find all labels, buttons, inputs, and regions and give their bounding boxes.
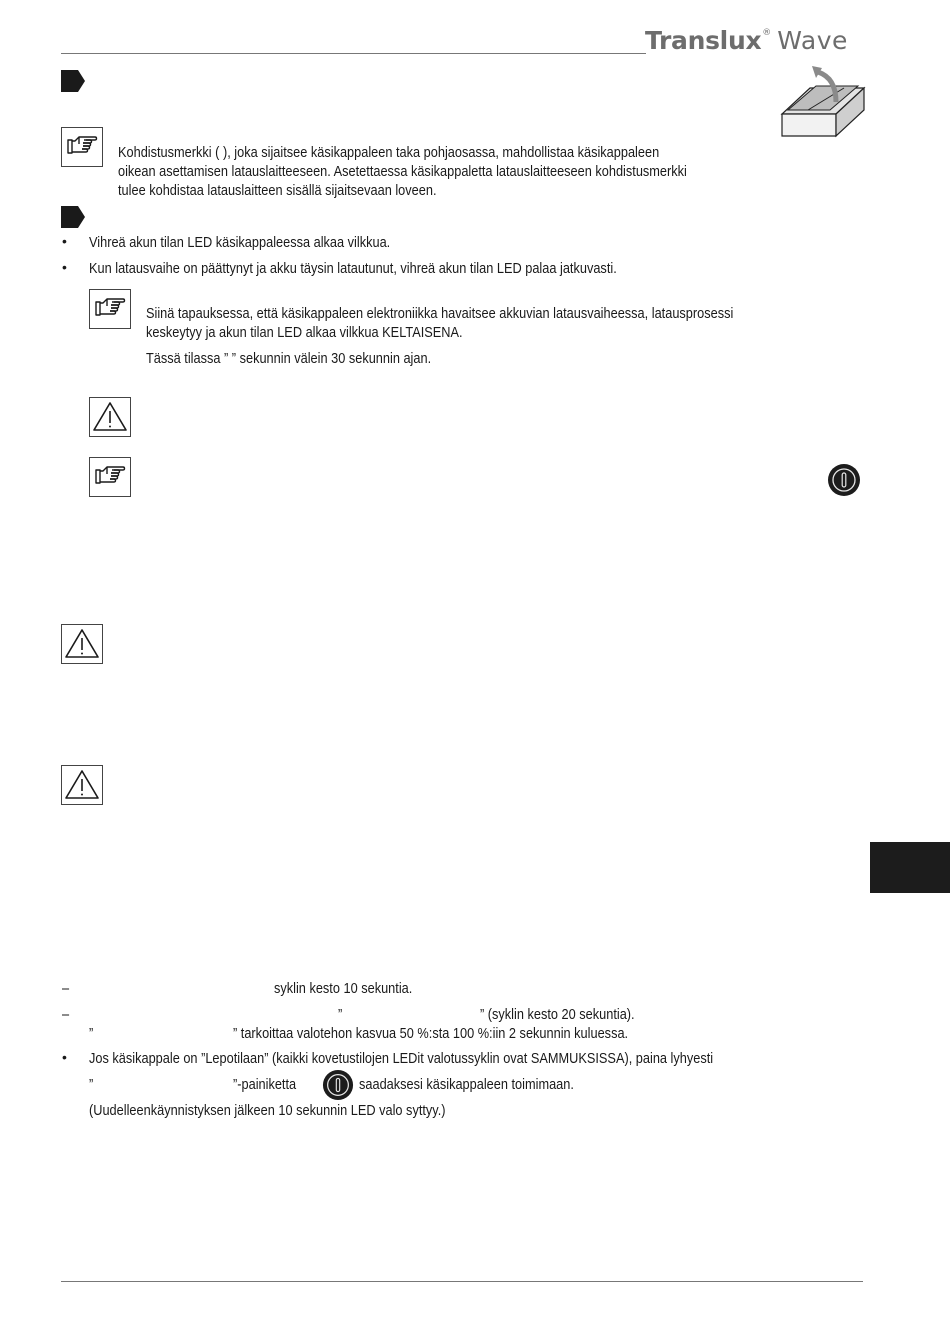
sleep-mode-button-label: ”-painiketta	[233, 1077, 297, 1093]
mode-2-text: ” (syklin kesto 20 sekuntia).	[480, 1007, 635, 1023]
bullet-dot: •	[62, 259, 67, 275]
pointing-hand-icon	[90, 290, 130, 328]
sleep-mode-quote: ”	[89, 1077, 94, 1093]
intro-note-line-3: tulee kohdistaa latauslaitteen sisällä sijaitsevaan loveen.	[118, 183, 437, 199]
note-icon-box	[61, 127, 103, 167]
warning-triangle-icon	[62, 625, 102, 663]
battery-note-line-2: keskeytyy ja akun tilan LED alkaa vilkkua KELTAISENA.	[146, 325, 463, 341]
pointing-hand-icon	[90, 458, 130, 496]
charger-illustration-icon	[778, 64, 868, 140]
brand-name: Translux	[645, 26, 762, 55]
pointing-hand-icon	[62, 128, 102, 166]
bullet-dot: •	[62, 233, 67, 249]
section-marker-icon	[61, 70, 85, 92]
mode-1-text: syklin kesto 10 sekuntia.	[274, 981, 413, 997]
warning-triangle-icon	[62, 766, 102, 804]
power-button-icon	[827, 463, 861, 497]
warning-icon-box	[61, 765, 103, 805]
mode-2-description: ” tarkoittaa valotehon kasvua 50 %:sta 100 %:iin 2 sekunnin kuluessa.	[233, 1026, 629, 1042]
dash-2: –	[62, 1007, 70, 1023]
warning-triangle-icon	[90, 398, 130, 436]
battery-note-line-1: Siinä tapauksessa, että käsikappaleen elektroniikka havaitsee akkuvian latausvaiheessa, latausprosessi	[146, 306, 734, 322]
warning-icon-box	[89, 397, 131, 437]
sleep-mode-line-1: Jos käsikappale on ”Lepotilaan” (kaikki kovetustilojen LEDit valotussyklin ovat SAMMUKSISSA), paina lyhyesti	[89, 1051, 714, 1067]
battery-note-state-line: Tässä tilassa ” ” sekunnin välein 30 sekunnin ajan.	[146, 351, 432, 367]
section-marker-icon	[61, 206, 85, 228]
note-icon-box	[89, 457, 131, 497]
power-button-icon	[322, 1069, 354, 1101]
sleep-mode-line-3: (Uudelleenkäynnistyksen jälkeen 10 sekunnin LED valo syttyy.)	[89, 1103, 446, 1119]
mode-2-quote-open: ”	[338, 1007, 343, 1023]
bullet-item-2: Kun latausvaihe on päättynyt ja akku täysin latautunut, vihreä akun tilan LED palaa jatkuvasti.	[89, 261, 617, 277]
brand-model: Wave	[777, 26, 848, 55]
intro-note-line-2: oikean asettamisen latauslaitteeseen. Asetettaessa käsikappaletta latauslaitteeseen kohdistusmerkki	[118, 164, 687, 180]
footer-rule	[61, 1281, 863, 1282]
bullet-item-1: Vihreä akun tilan LED käsikappaleessa alkaa vilkkua.	[89, 235, 391, 251]
intro-note-line-1: Kohdistusmerkki ( ), joka sijaitsee käsikappaleen taka pohjaosassa, mahdollistaa käsikappaleen	[118, 145, 660, 161]
warning-icon-box	[61, 624, 103, 664]
chapter-tab	[870, 842, 950, 893]
dash-1: –	[62, 981, 70, 997]
sleep-mode-line-2-end: saadaksesi käsikappaleen toimimaan.	[359, 1077, 574, 1093]
bullet-dot: •	[62, 1049, 67, 1065]
brand-logo	[645, 26, 848, 55]
header-rule	[61, 53, 646, 54]
mode-2-quote-open-2: ”	[89, 1026, 94, 1042]
brand-registered-mark: ®	[762, 28, 772, 38]
note-icon-box	[89, 289, 131, 329]
